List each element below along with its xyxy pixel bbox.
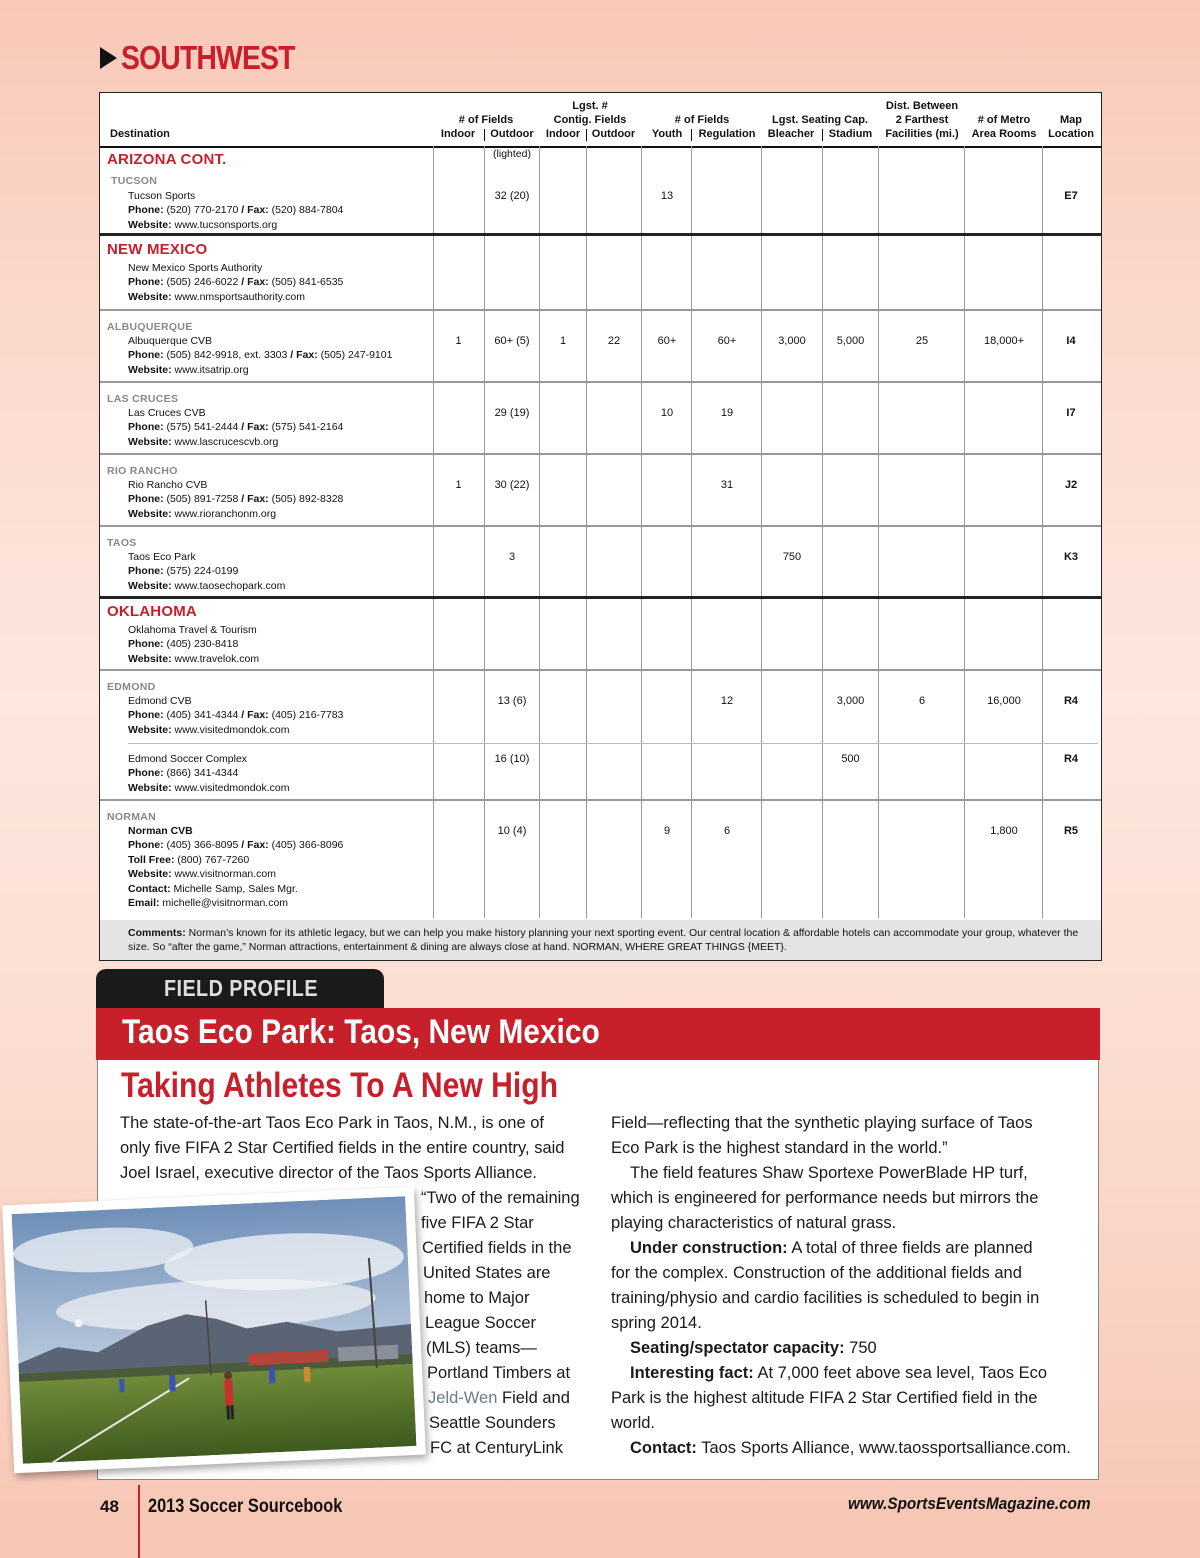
outdoor-value: 16 (10)	[494, 753, 530, 765]
table-row	[100, 455, 1101, 527]
regulation-value: 6	[723, 825, 731, 837]
body-text-line: Field—reflecting that the synthetic playing surface of Taos	[611, 1114, 1033, 1132]
dest-website: Website: www.rioranchonm.org	[128, 508, 277, 520]
dest-contact: Contact: Michelle Samp, Sales Mgr.	[128, 883, 298, 895]
field-profile-tab-label: FIELD PROFILE	[164, 975, 318, 1001]
dest-tollfree: Toll Free: (800) 767-7260	[128, 854, 250, 866]
dest-name: Oklahoma Travel & Tourism	[128, 624, 257, 636]
contig-outdoor-value: 22	[607, 335, 621, 347]
map-value: K3	[1063, 551, 1079, 563]
article-headline: Taking Athletes To A New High	[121, 1066, 559, 1105]
body-text-line: Joel Israel, executive director of the Taos Sports Alliance.	[120, 1164, 537, 1182]
body-text-line: for the complex. Construction of the additional fields and	[611, 1264, 1022, 1282]
city-label: EDMOND	[107, 681, 156, 693]
header-divider	[484, 129, 485, 141]
map-value: E7	[1064, 190, 1078, 202]
dest-website: Website: www.visitnorman.com	[128, 868, 277, 880]
destination-table	[99, 92, 1102, 961]
regulation-value: 60+	[717, 335, 737, 347]
body-text-line: FC at CenturyLink	[430, 1439, 563, 1457]
col-contig-outdoor: Outdoor	[591, 128, 636, 140]
dest-name: Tucson Sports	[128, 190, 196, 202]
body-text-line: Portland Timbers at	[427, 1364, 571, 1382]
col-contig-group-2: Contig. Fields	[553, 114, 627, 126]
col-fields2-group: # of Fields	[674, 114, 730, 126]
bleacher-value: 750	[782, 551, 802, 563]
map-value: R4	[1063, 753, 1079, 765]
body-text-line: Park is the highest altitude FIFA 2 Star Certified field in the	[611, 1389, 1038, 1407]
field-profile-title-bar	[96, 1008, 1100, 1060]
dest-phone: Phone: (505) 246-6022 / Fax: (505) 841-6535	[128, 276, 344, 288]
section-triangle-icon	[100, 47, 117, 69]
body-text-line: Seattle Sounders	[429, 1414, 556, 1432]
field-profile-tab	[96, 969, 384, 1009]
outdoor-value: 30 (22)	[494, 479, 530, 491]
comments-box	[100, 920, 1101, 960]
youth-value: 60+	[657, 335, 677, 347]
body-text-line: world.	[611, 1414, 656, 1432]
publication-title: 2013 Soccer Sourcebook	[148, 1496, 343, 1517]
dest-phone: Phone: (575) 541-2444 / Fax: (575) 541-2164	[128, 421, 344, 433]
outdoor-value: 3	[508, 551, 516, 563]
rooms-value: 18,000+	[983, 335, 1025, 347]
body-text-line: Interesting fact: At 7,000 feet above sea level, Taos Eco	[630, 1364, 1048, 1382]
dest-website: Website: www.itsatrip.org	[128, 364, 249, 376]
dest-name: Albuquerque CVB	[128, 335, 213, 347]
dest-website: Website: www.tucsonsports.org	[128, 219, 278, 231]
col-fields-indoor: Indoor	[440, 128, 476, 140]
rooms-value: 1,800	[990, 825, 1018, 837]
dest-email: Email: michelle@visitnorman.com	[128, 897, 289, 909]
website-url[interactable]: www.SportsEventsMagazine.com	[848, 1494, 1091, 1513]
col-dist-1: Dist. Between	[885, 100, 959, 112]
field-photo	[2, 1187, 426, 1473]
footer-divider	[138, 1485, 140, 1558]
regulation-value: 31	[720, 479, 734, 491]
body-text-line: League Soccer	[425, 1314, 536, 1332]
regulation-value: 19	[720, 407, 734, 419]
lighted-note: (lighted)	[493, 148, 531, 160]
body-text-line: The field features Shaw Sportexe PowerBlade HP turf,	[630, 1164, 1028, 1182]
city-label: RIO RANCHO	[107, 465, 178, 477]
city-label: ALBUQUERQUE	[107, 321, 193, 333]
outdoor-value: 32 (20)	[494, 190, 530, 202]
col-fields-outdoor: Outdoor	[490, 128, 534, 140]
dest-name: Edmond CVB	[128, 695, 192, 707]
table-row	[100, 146, 1101, 236]
soccer-field-photo-image	[12, 1196, 417, 1464]
dest-phone: Phone: (405) 341-4344 / Fax: (405) 216-7783	[128, 709, 344, 721]
dest-name: New Mexico Sports Authority	[128, 262, 263, 274]
body-text-line: only five FIFA 2 Star Certified fields in the entire country, said	[120, 1139, 565, 1157]
dest-website: Website: www.visitedmondok.com	[128, 724, 290, 736]
body-text-line: Seating/spectator capacity: 750	[630, 1339, 877, 1357]
table-row	[100, 527, 1101, 599]
col-fields2-regulation: Regulation	[698, 128, 756, 140]
table-header	[100, 93, 1101, 148]
table-row	[100, 311, 1101, 383]
state-heading: ARIZONA CONT.	[107, 151, 227, 168]
youth-value: 13	[660, 190, 674, 202]
table-row	[100, 599, 1101, 671]
body-text-line: spring 2014.	[611, 1314, 702, 1332]
outdoor-value: 13 (6)	[497, 695, 527, 707]
dest-name: Las Cruces CVB	[128, 407, 206, 419]
comments-text: Comments: Norman’s known for its athletic legacy, but we can help you make history planning your next sporting event. Our central location & affordable hotels can accommodate your group, whatever the size. So “after the game,” Norman attractions, entertainment & dining are always close at hand. NORMAN, WHERE GREAT THINGS {MEET}.	[128, 927, 1079, 953]
dest-name: Norman CVB	[128, 825, 193, 837]
body-text-line: Under construction: A total of three fields are planned	[630, 1239, 1033, 1257]
outdoor-value: 29 (19)	[494, 407, 530, 419]
youth-value: 9	[663, 825, 671, 837]
col-seating-bleacher: Bleacher	[767, 128, 815, 140]
dest-phone: Phone: (405) 230-8418	[128, 638, 239, 650]
table-row	[100, 801, 1101, 919]
table-row	[100, 671, 1101, 801]
section-title: SOUTHWEST	[121, 39, 295, 76]
distance-value: 25	[915, 335, 929, 347]
body-text-line: which is engineered for performance needs but mirrors the	[611, 1189, 1039, 1207]
city-label: NORMAN	[107, 811, 157, 823]
col-contig-group-1: Lgst. #	[572, 100, 608, 112]
city-label: LAS CRUCES	[107, 393, 179, 405]
dest-phone: Phone: (866) 341-4344	[128, 767, 239, 779]
rooms-value: 16,000	[987, 695, 1021, 707]
section-header	[100, 38, 323, 78]
dest-website: Website: www.nmsportsauthority.com	[128, 291, 306, 303]
stadium-value: 3,000	[836, 695, 865, 707]
body-text-line: five FIFA 2 Star	[421, 1214, 534, 1232]
dest-phone: Phone: (575) 224-0199	[128, 565, 239, 577]
dest-phone: Phone: (520) 770-2170 / Fax: (520) 884-7804	[128, 204, 344, 216]
dest-name: Edmond Soccer Complex	[128, 753, 248, 765]
body-text-line: Jeld-Wen Field and	[428, 1389, 570, 1407]
col-map-1: Map	[1060, 114, 1082, 126]
body-text-line: Contact: Taos Sports Alliance, www.taossportsalliance.com.	[630, 1439, 1071, 1457]
distance-value: 6	[918, 695, 926, 707]
state-heading: OKLAHOMA	[107, 603, 197, 620]
map-value: R5	[1063, 825, 1079, 837]
col-metro-1: # of Metro	[977, 114, 1031, 126]
col-destination: Destination	[110, 128, 170, 140]
dest-phone: Phone: (405) 366-8095 / Fax: (405) 366-8096	[128, 839, 344, 851]
dest-website: Website: www.travelok.com	[128, 653, 260, 665]
dest-name: Taos Eco Park	[128, 551, 196, 563]
field-profile-title: Taos Eco Park: Taos, New Mexico	[122, 1013, 600, 1051]
contig-indoor-value: 1	[559, 335, 567, 347]
youth-value: 10	[660, 407, 674, 419]
body-text-line: “Two of the remaining	[421, 1189, 580, 1207]
col-contig-indoor: Indoor	[545, 128, 581, 140]
state-heading: NEW MEXICO	[107, 241, 208, 258]
body-text-line: United States are	[423, 1264, 551, 1282]
col-fields2-youth: Youth	[651, 128, 683, 140]
table-row	[100, 236, 1101, 311]
map-value: R4	[1063, 695, 1079, 707]
indoor-value: 1	[455, 479, 462, 491]
body-text-line: home to Major	[424, 1289, 530, 1307]
body-text-line: training/physio and cardio facilities is scheduled to begin in	[611, 1289, 1040, 1307]
city-label: TUCSON	[111, 175, 158, 187]
map-value: J2	[1064, 479, 1078, 491]
table-row	[100, 383, 1101, 455]
bleacher-value: 3,000	[778, 335, 806, 347]
col-seating-group: Lgst. Seating Cap.	[772, 114, 868, 126]
col-seating-stadium: Stadium	[828, 128, 873, 140]
body-text-line: The state-of-the-art Taos Eco Park in Taos, N.M., is one of	[120, 1114, 544, 1132]
map-value: I7	[1066, 407, 1076, 419]
map-value: I4	[1066, 335, 1076, 347]
dest-website: Website: www.lascrucescvb.org	[128, 436, 279, 448]
sub-row-divider	[128, 743, 1098, 744]
dest-website: Website: www.visitedmondok.com	[128, 782, 290, 794]
dest-website: Website: www.taosechopark.com	[128, 580, 286, 592]
outdoor-value: 60+ (5)	[494, 335, 530, 347]
city-label: TAOS	[107, 537, 137, 549]
page-number: 48	[100, 1497, 119, 1516]
dest-phone: Phone: (505) 891-7258 / Fax: (505) 892-8328	[128, 493, 344, 505]
dest-name: Rio Rancho CVB	[128, 479, 208, 491]
body-text-line: playing characteristics of natural grass.	[611, 1214, 897, 1232]
outdoor-value: 10 (4)	[497, 825, 527, 837]
indoor-value: 1	[455, 335, 462, 347]
col-metro-2: Area Rooms	[971, 128, 1037, 140]
col-map-2: Location	[1048, 128, 1094, 140]
body-text-line: (MLS) teams—	[426, 1339, 537, 1357]
col-dist-2: 2 Farthest	[895, 114, 949, 126]
body-text-line: Certified fields in the	[422, 1239, 572, 1257]
col-dist-3: Facilities (mi.)	[885, 128, 959, 140]
body-text-line: Eco Park is the highest standard in the world.”	[611, 1139, 948, 1157]
col-fields-group: # of Fields	[458, 114, 514, 126]
regulation-value: 12	[720, 695, 734, 707]
dest-phone: Phone: (505) 842-9918, ext. 3303 / Fax: (505) 247-9101	[128, 349, 393, 361]
stadium-value: 500	[841, 753, 860, 765]
stadium-value: 5,000	[836, 335, 865, 347]
